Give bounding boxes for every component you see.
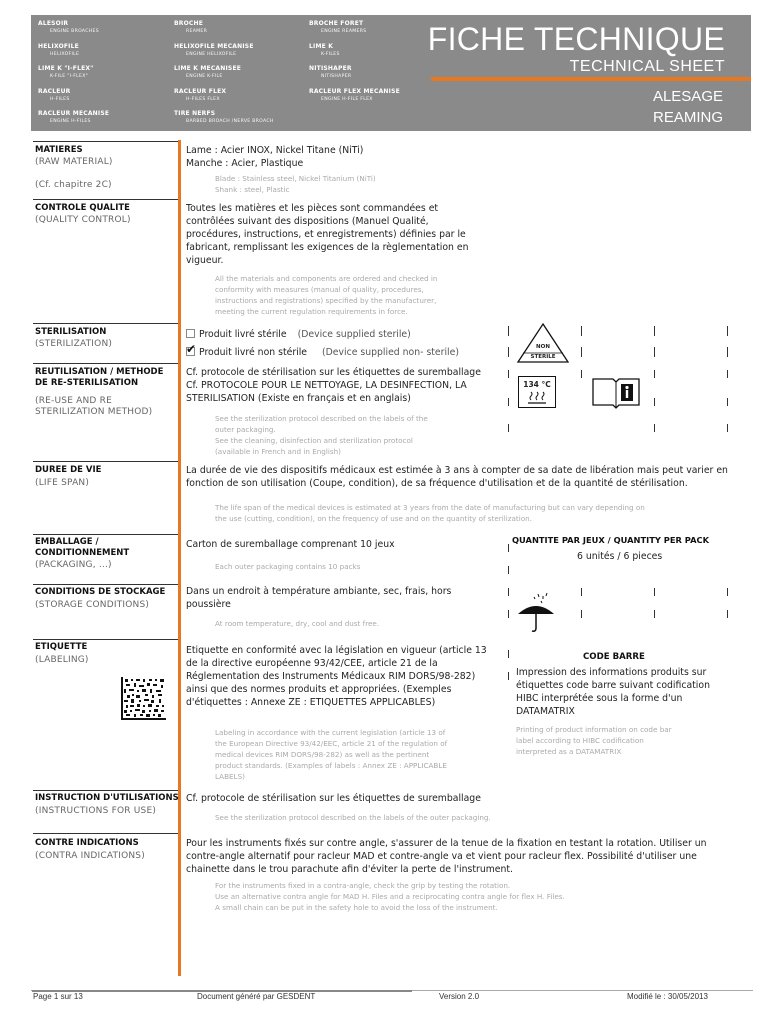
text-line: chainette dans le trou parachute afin d'éviter la perte de l'instrument. xyxy=(186,864,514,875)
text-line: STERILISATION (Existe en français et en anglais) xyxy=(186,393,411,404)
tick-mark xyxy=(581,370,582,378)
product-name: HELIXOFILE MECANISE xyxy=(174,42,254,50)
product-list-col3 xyxy=(309,21,400,111)
product-name: TIRE NERFS xyxy=(174,110,216,117)
tick-mark xyxy=(727,398,728,406)
section-label: STERILISATION xyxy=(35,327,107,337)
text-line: vigueur. xyxy=(186,255,224,266)
section-text-fr xyxy=(186,144,363,170)
page-number: Page 1 sur 13 xyxy=(33,992,83,1001)
product-name: ALESOIR xyxy=(38,20,69,27)
text-line: the European Directive 93/42/EEC, article 21 of the regulation of xyxy=(215,739,448,748)
row-separator xyxy=(33,833,178,834)
section-text-en xyxy=(215,727,447,782)
text-line: La durée de vie des dispositifs médicaux est estimée à 3 ans à compter de sa date de libération mais peut varier en xyxy=(186,465,728,476)
tick-mark xyxy=(654,370,655,378)
text-line: Dans un endroit à température ambiante, sec, frais, hors xyxy=(186,586,452,597)
text-line: See the cleaning, disinfection and sterilization protocol xyxy=(215,436,413,445)
tick-mark xyxy=(581,347,582,357)
text-line: label according to HIBC codification xyxy=(516,736,644,745)
label-line: CONDITIONNEMENT xyxy=(35,548,130,558)
text-line: d'étiquettes : Annexe ZE : ETIQUETTES APPLICABLES) xyxy=(186,697,436,708)
text-line: All the materials and components are ordered and checked in xyxy=(215,274,438,283)
text-line: Pour les instruments fixés sur contre angle, s'assurer de la tenue de la fixation en testant la rotation. Utiliser un xyxy=(186,838,707,849)
tick-mark xyxy=(727,370,728,378)
product-name: RACLEUR MECANISE xyxy=(38,110,110,117)
text-line: (available in French and in English) xyxy=(215,447,341,456)
tick-mark xyxy=(654,588,655,596)
tick-mark xyxy=(727,610,728,618)
product-name-en: HELIXOFILE xyxy=(50,51,80,57)
section-label: ETIQUETTE xyxy=(35,642,88,652)
text-line: DATAMATRIX xyxy=(516,706,575,717)
sterile-checkbox[interactable] xyxy=(186,329,195,338)
tick-mark xyxy=(508,672,509,680)
text-line: Blade : Stainless steel, Nickel Titanium (NiTi) xyxy=(215,174,376,183)
product-name: RACLEUR FLEX MECANISE xyxy=(309,87,400,95)
option-label: Produit livré stérile xyxy=(199,329,287,340)
section-label xyxy=(35,537,129,559)
tick-mark xyxy=(508,370,509,378)
label-line: EMBALLAGE / xyxy=(35,537,99,547)
text-line: outer packaging. xyxy=(215,425,276,434)
section-text-fr xyxy=(186,837,707,876)
text-line: Manche : Acier, Plastique xyxy=(186,158,304,169)
text-line: instructions and registrations) specified by the manufacturer, xyxy=(215,296,437,305)
section-label-en: (INSTRUCTIONS FOR USE) xyxy=(35,806,157,816)
product-name: LIME K MECANISEE xyxy=(174,65,242,72)
section-label-en: (LIFE SPAN) xyxy=(35,478,90,488)
text-line: procédures, instructions, et enregistrements) définies par le xyxy=(186,229,466,240)
product-name-en: BARBED BROACH /NERVE BROACH xyxy=(186,119,274,124)
quantity-title: QUANTITE PAR JEUX / QUANTITY PER PACK xyxy=(512,535,710,545)
tick-mark xyxy=(727,326,728,336)
section-text-fr xyxy=(186,464,728,490)
product-name-en: K-FILES xyxy=(321,51,340,57)
text-line: See the sterilization protocol described on the labels of the xyxy=(215,414,428,423)
barcode-text-fr xyxy=(516,666,710,718)
version: Version 2.0 xyxy=(439,992,480,1001)
text-line: Labeling in accordance with the current legislation (article 13 of xyxy=(215,728,446,737)
text-line: meeting the current regulation requirements in force. xyxy=(215,307,408,316)
accent-divider xyxy=(431,77,751,81)
text-line: For the instruments fixed in a contra-angle, check the grip by testing the rotation. xyxy=(215,881,511,890)
product-name: LIME K "I-FLEX" xyxy=(38,65,94,72)
text-line: Cf. protocole de stérilisation sur les étiquettes de suremballage xyxy=(186,367,481,378)
section-label: INSTRUCTION D'UTILISATIONS xyxy=(35,793,179,803)
text-line: Cf. PROTOCOLE POUR LE NETTOYAGE, LA DESINFECTION, LA xyxy=(186,380,467,391)
text-line: Toutes les matières et les pièces sont commandées et xyxy=(186,203,439,214)
icon-text: NON xyxy=(536,344,550,350)
temperature-text: 134 °C xyxy=(523,380,551,389)
option-label: Produit livré non stérile xyxy=(199,347,308,358)
header-banner xyxy=(31,15,751,131)
section-note: (Cf. chapitre 2C) xyxy=(35,180,112,190)
section-label-en: (STORAGE CONDITIONS) xyxy=(35,600,150,610)
tick-mark xyxy=(508,398,509,406)
text-line: LABELS) xyxy=(215,772,245,781)
barcode-title: CODE BARRE xyxy=(583,652,645,662)
tick-mark xyxy=(654,424,655,432)
section-label: CONTROLE QUALITE xyxy=(35,203,130,213)
section-label xyxy=(35,367,163,389)
section-label-en: (STERILIZATION) xyxy=(35,339,113,349)
section-label: MATIERES xyxy=(35,145,83,155)
product-name-en: ENGINE H-FILE FLEX xyxy=(321,96,373,102)
section-label: DUREE DE VIE xyxy=(35,465,102,475)
text-line: Printing of product information on code bar xyxy=(516,725,672,734)
option-label-en: (Device supplied sterile) xyxy=(297,329,411,340)
tick-mark xyxy=(508,347,509,357)
section-label: CONTRE INDICATIONS xyxy=(35,838,139,848)
tick-mark xyxy=(581,588,582,596)
text-line: the use (cutting, condition), on the frequency of use and on the quantity of sterilization. xyxy=(215,514,532,523)
text-line: fonction de son utilisation (Coupe, condition), de sa fréquence d'utilisation et de la quantité de stérilisation. xyxy=(186,478,688,489)
product-name-en: ENGINE HELIXOFILE xyxy=(186,51,237,57)
label-line: STERILIZATION METHOD) xyxy=(35,407,153,417)
non-sterile-icon xyxy=(516,322,570,368)
tick-mark xyxy=(581,326,582,336)
section-label-en xyxy=(35,396,152,418)
text-line: ainsi que des normes produits et appropriées. (Exemples xyxy=(186,684,452,695)
section-text-fr xyxy=(186,366,481,405)
product-name: LIME K xyxy=(309,42,334,50)
product-name: NITISHAPER xyxy=(309,65,352,72)
product-name-en: ENGINE BROACHES xyxy=(50,29,99,34)
text-line: poussière xyxy=(186,599,231,610)
section-text-en: At room temperature, dry, cool and dust free. xyxy=(215,619,380,628)
row-separator xyxy=(33,363,178,364)
tick-mark xyxy=(508,544,509,552)
generated-by: Document généré par GESDENT xyxy=(197,992,316,1001)
tick-mark xyxy=(508,424,509,432)
section-text-en xyxy=(215,502,645,524)
product-name-en: K-FILE "I-FLEX" xyxy=(50,74,89,79)
option-label-en: (Device supplied non- sterile) xyxy=(322,347,459,358)
row-separator xyxy=(33,584,178,585)
product-name-en: ENGINE REAMERS xyxy=(321,29,367,34)
label-line: REUTILISATION / METHODE xyxy=(35,367,164,377)
row-separator xyxy=(33,534,178,535)
non-sterile-option[interactable] xyxy=(186,346,459,359)
section-label-en: (QUALITY CONTROL) xyxy=(35,215,131,225)
tick-mark xyxy=(508,610,509,618)
text-line: contre-angle alternatif pour racleur MAD et contre-angle va et vient pour racleur flex. Possibilité d'utiliser une xyxy=(186,851,697,862)
document-title: FICHE TECHNIQUE xyxy=(427,21,725,57)
product-name: RACLEUR FLEX xyxy=(174,87,227,95)
keep-dry-umbrella-icon xyxy=(516,592,556,638)
text-line: Lame : Acier INOX, Nickel Titane (NiTi) xyxy=(186,145,364,156)
text-line: contrôlées suivant des dispositions (Manuel Qualité, xyxy=(186,216,429,227)
section-label: CONDITIONS DE STOCKAGE xyxy=(35,587,166,597)
section-text-en xyxy=(215,413,428,457)
text-line: Réglementation des Instruments Médicaux RIM DORS/98-282) xyxy=(186,671,476,682)
text-line: Shank : steel, Plastic xyxy=(215,185,290,194)
document-subtitle: TECHNICAL SHEET xyxy=(569,58,725,75)
row-separator xyxy=(33,323,178,324)
non-sterile-checkbox[interactable] xyxy=(186,347,195,356)
text-line: medical devices RIM DORS/98-282) as well as the pertinent xyxy=(215,750,430,759)
row-separator xyxy=(33,199,178,200)
section-text-en: Each outer packaging contains 10 packs xyxy=(215,562,361,571)
section-text-fr xyxy=(186,202,469,267)
text-line: Impression des informations produits sur xyxy=(516,667,707,678)
autoclave-134-icon xyxy=(518,376,556,408)
row-separator xyxy=(33,461,178,462)
product-name: BROCHE FORET xyxy=(309,20,364,27)
row-separator xyxy=(33,639,178,640)
product-name-en: H-FILES FLEX xyxy=(186,96,220,102)
category-fr: ALESAGE xyxy=(652,88,723,105)
section-label-en: (RAW MATERIAL) xyxy=(35,157,113,167)
text-line: product standards. (Examples of labels : Annex ZE : APPLICABLE xyxy=(215,761,447,770)
tick-mark xyxy=(508,588,509,596)
tick-mark xyxy=(654,398,655,406)
section-text-en xyxy=(215,880,565,913)
text-line: Etiquette en conformité avec la législation en vigueur (article 13 xyxy=(186,645,487,656)
section-text-fr: Carton de suremballage comprenant 10 jeux xyxy=(186,539,395,550)
section-label-en: (CONTRA INDICATIONS) xyxy=(35,851,145,861)
section-divider-line xyxy=(178,140,181,976)
product-name-en: ENGINE H-FILES xyxy=(50,119,91,124)
section-label-en: (LABELING) xyxy=(35,655,89,665)
icon-text: STERILE xyxy=(530,354,556,360)
tick-mark xyxy=(508,326,509,336)
text-line: HIBC interprétée sous la forme d'un xyxy=(516,693,683,704)
section-text-en: See the sterilization protocol described on the labels of the outer packaging. xyxy=(215,813,491,822)
modified-date: Modifié le : 30/05/2013 xyxy=(627,992,708,1001)
section-label-en: (PACKAGING, ...) xyxy=(35,560,112,570)
tick-mark xyxy=(727,424,728,432)
text-line: Use an alternative contra angle for MAD H. Files and a reciprocating contra angle for flex H. Files. xyxy=(215,892,565,901)
product-name: RACLEUR xyxy=(38,87,71,95)
product-name-en: ENGINE K-FILE xyxy=(186,74,223,79)
quantity-value: 6 unités / 6 pieces xyxy=(577,551,663,562)
tick-mark xyxy=(654,610,655,618)
tick-mark xyxy=(727,588,728,596)
consult-instructions-icon xyxy=(591,375,641,413)
text-line: fabricant, remplissant les exigences de la règlementation en xyxy=(186,242,469,253)
text-line: conformity with measures (manual of quality, procedures, xyxy=(215,285,424,294)
label-line: (RE-USE AND RE xyxy=(35,396,112,406)
text-line: de la directive européenne 93/42/CEE, article 21 de la xyxy=(186,658,438,669)
datamatrix-barcode-icon xyxy=(121,677,166,724)
section-text-fr: Cf. protocole de stérilisation sur les étiquettes de suremballage xyxy=(186,793,481,804)
section-text-en xyxy=(215,173,376,195)
tick-mark xyxy=(654,326,655,336)
row-separator xyxy=(33,790,178,791)
sterile-option[interactable] xyxy=(186,328,411,341)
row-separator xyxy=(33,141,178,142)
tick-mark xyxy=(581,610,582,618)
product-list-col2 xyxy=(174,21,274,134)
text-line: interpreted as a DATAMATRIX xyxy=(516,747,622,756)
text-line: A small chain can be put in the safety hole to avoid the loss of the instrument. xyxy=(215,903,498,912)
category-en: REAMING xyxy=(652,109,723,126)
product-name-en: REAMER xyxy=(186,29,208,34)
product-name: BROCHE xyxy=(174,20,204,27)
product-name-en: NITISHAPER xyxy=(321,74,352,79)
section-text-fr xyxy=(186,585,451,611)
tick-mark xyxy=(654,347,655,357)
label-line: DE RE-STERILISATION xyxy=(35,378,139,388)
section-text-fr xyxy=(186,644,487,709)
barcode-text-en xyxy=(516,724,672,757)
product-name-en: H-FILES xyxy=(50,96,70,102)
section-text-en xyxy=(215,273,437,317)
text-line: The life span of the medical devices is estimated at 3 years from the date of manufacturing but can vary depending on xyxy=(215,503,645,512)
tick-mark xyxy=(508,566,509,574)
tick-mark xyxy=(727,347,728,357)
product-list-col1 xyxy=(38,21,109,134)
product-name: HELIXOFILE xyxy=(38,42,79,50)
tick-mark xyxy=(508,650,509,658)
text-line: étiquettes code barre suivant codification xyxy=(516,680,710,691)
